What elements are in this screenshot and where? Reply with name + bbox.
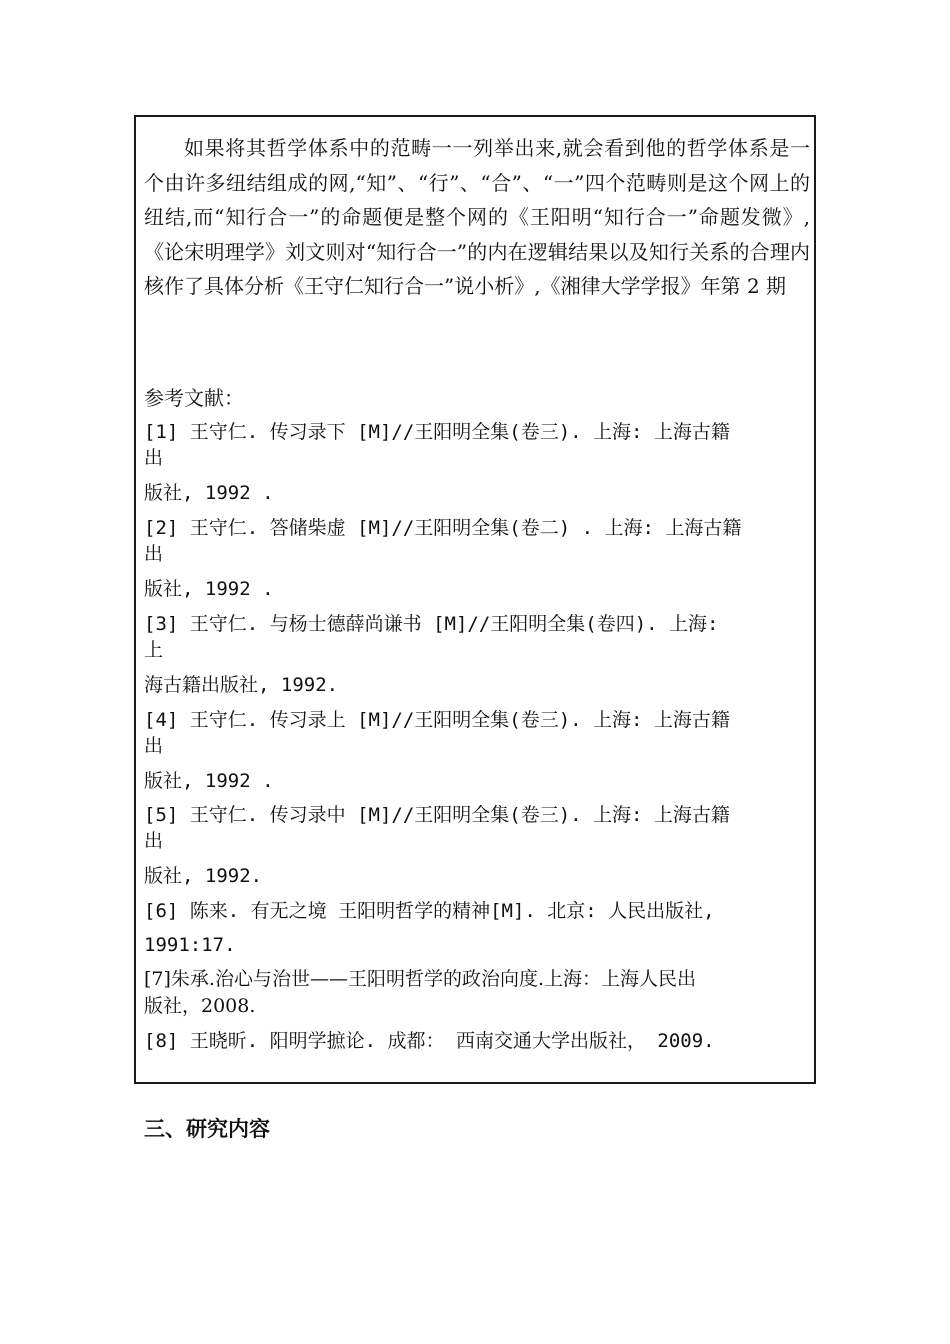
reference-line: 出	[144, 735, 164, 757]
reference-line: 版社, 1992 .	[144, 770, 274, 792]
reference-line: 版社, 1992 .	[144, 482, 274, 504]
references-title: 参考文献：	[144, 386, 244, 410]
reference-line: 上	[144, 639, 164, 661]
reference-line: [1] 王守仁. 传习录下 [M]//王阳明全集(卷三). 上海: 上海古籍	[144, 421, 730, 443]
reference-line: 1991:17.	[144, 934, 236, 956]
reference-line: 版社, 1992 .	[144, 578, 274, 600]
reference-line: 出	[144, 447, 164, 469]
reference-line: [6] 陈来. 有无之境 王阳明哲学的精神[M]. 北京: 人民出版社,	[144, 900, 715, 922]
reference-line: [7]朱承.治心与治世——王阳明哲学的政治向度.上海：上海人民出	[144, 968, 696, 990]
reference-line: 版社，2008.	[144, 995, 256, 1017]
reference-line: 出	[144, 543, 164, 565]
body-text-block	[144, 131, 810, 304]
reference-line: 出	[144, 830, 164, 852]
reference-line: [4] 王守仁. 传习录上 [M]//王阳明全集(卷三). 上海: 上海古籍	[144, 709, 730, 731]
body-paragraph: 如果将其哲学体系中的范畴一一列举出来,就会看到他的哲学体系是一个由许多纽结组成的网,“知”、“行”、“合”、“一”四个范畴则是这个网上的纽结,而“知行合一”的命题便是整个网的《王阳明“知行合一”命题发微》,《论宋明理学》刘文则对“知行合一”的内在逻辑结果以及知行关系的合理内核作了具体分析《王守仁知行合一”说小析》,《湘律大学学报》年第 2 期	[144, 136, 810, 298]
reference-line: 海古籍出版社, 1992.	[144, 674, 339, 696]
reference-line: 版社, 1992.	[144, 865, 263, 887]
section-heading: 三、研究内容	[144, 1117, 270, 1141]
reference-line: [5] 王守仁. 传习录中 [M]//王阳明全集(卷三). 上海: 上海古籍	[144, 804, 730, 826]
reference-line: [3] 王守仁. 与杨士德薛尚谦书 [M]//王阳明全集(卷四). 上海:	[144, 613, 719, 635]
reference-line: [8] 王晓昕. 阳明学摭论. 成都： 西南交通大学出版社， 2009.	[144, 1030, 715, 1052]
reference-line: [2] 王守仁. 答储柴虚 [M]//王阳明全集(卷二) . 上海: 上海古籍	[144, 517, 742, 539]
